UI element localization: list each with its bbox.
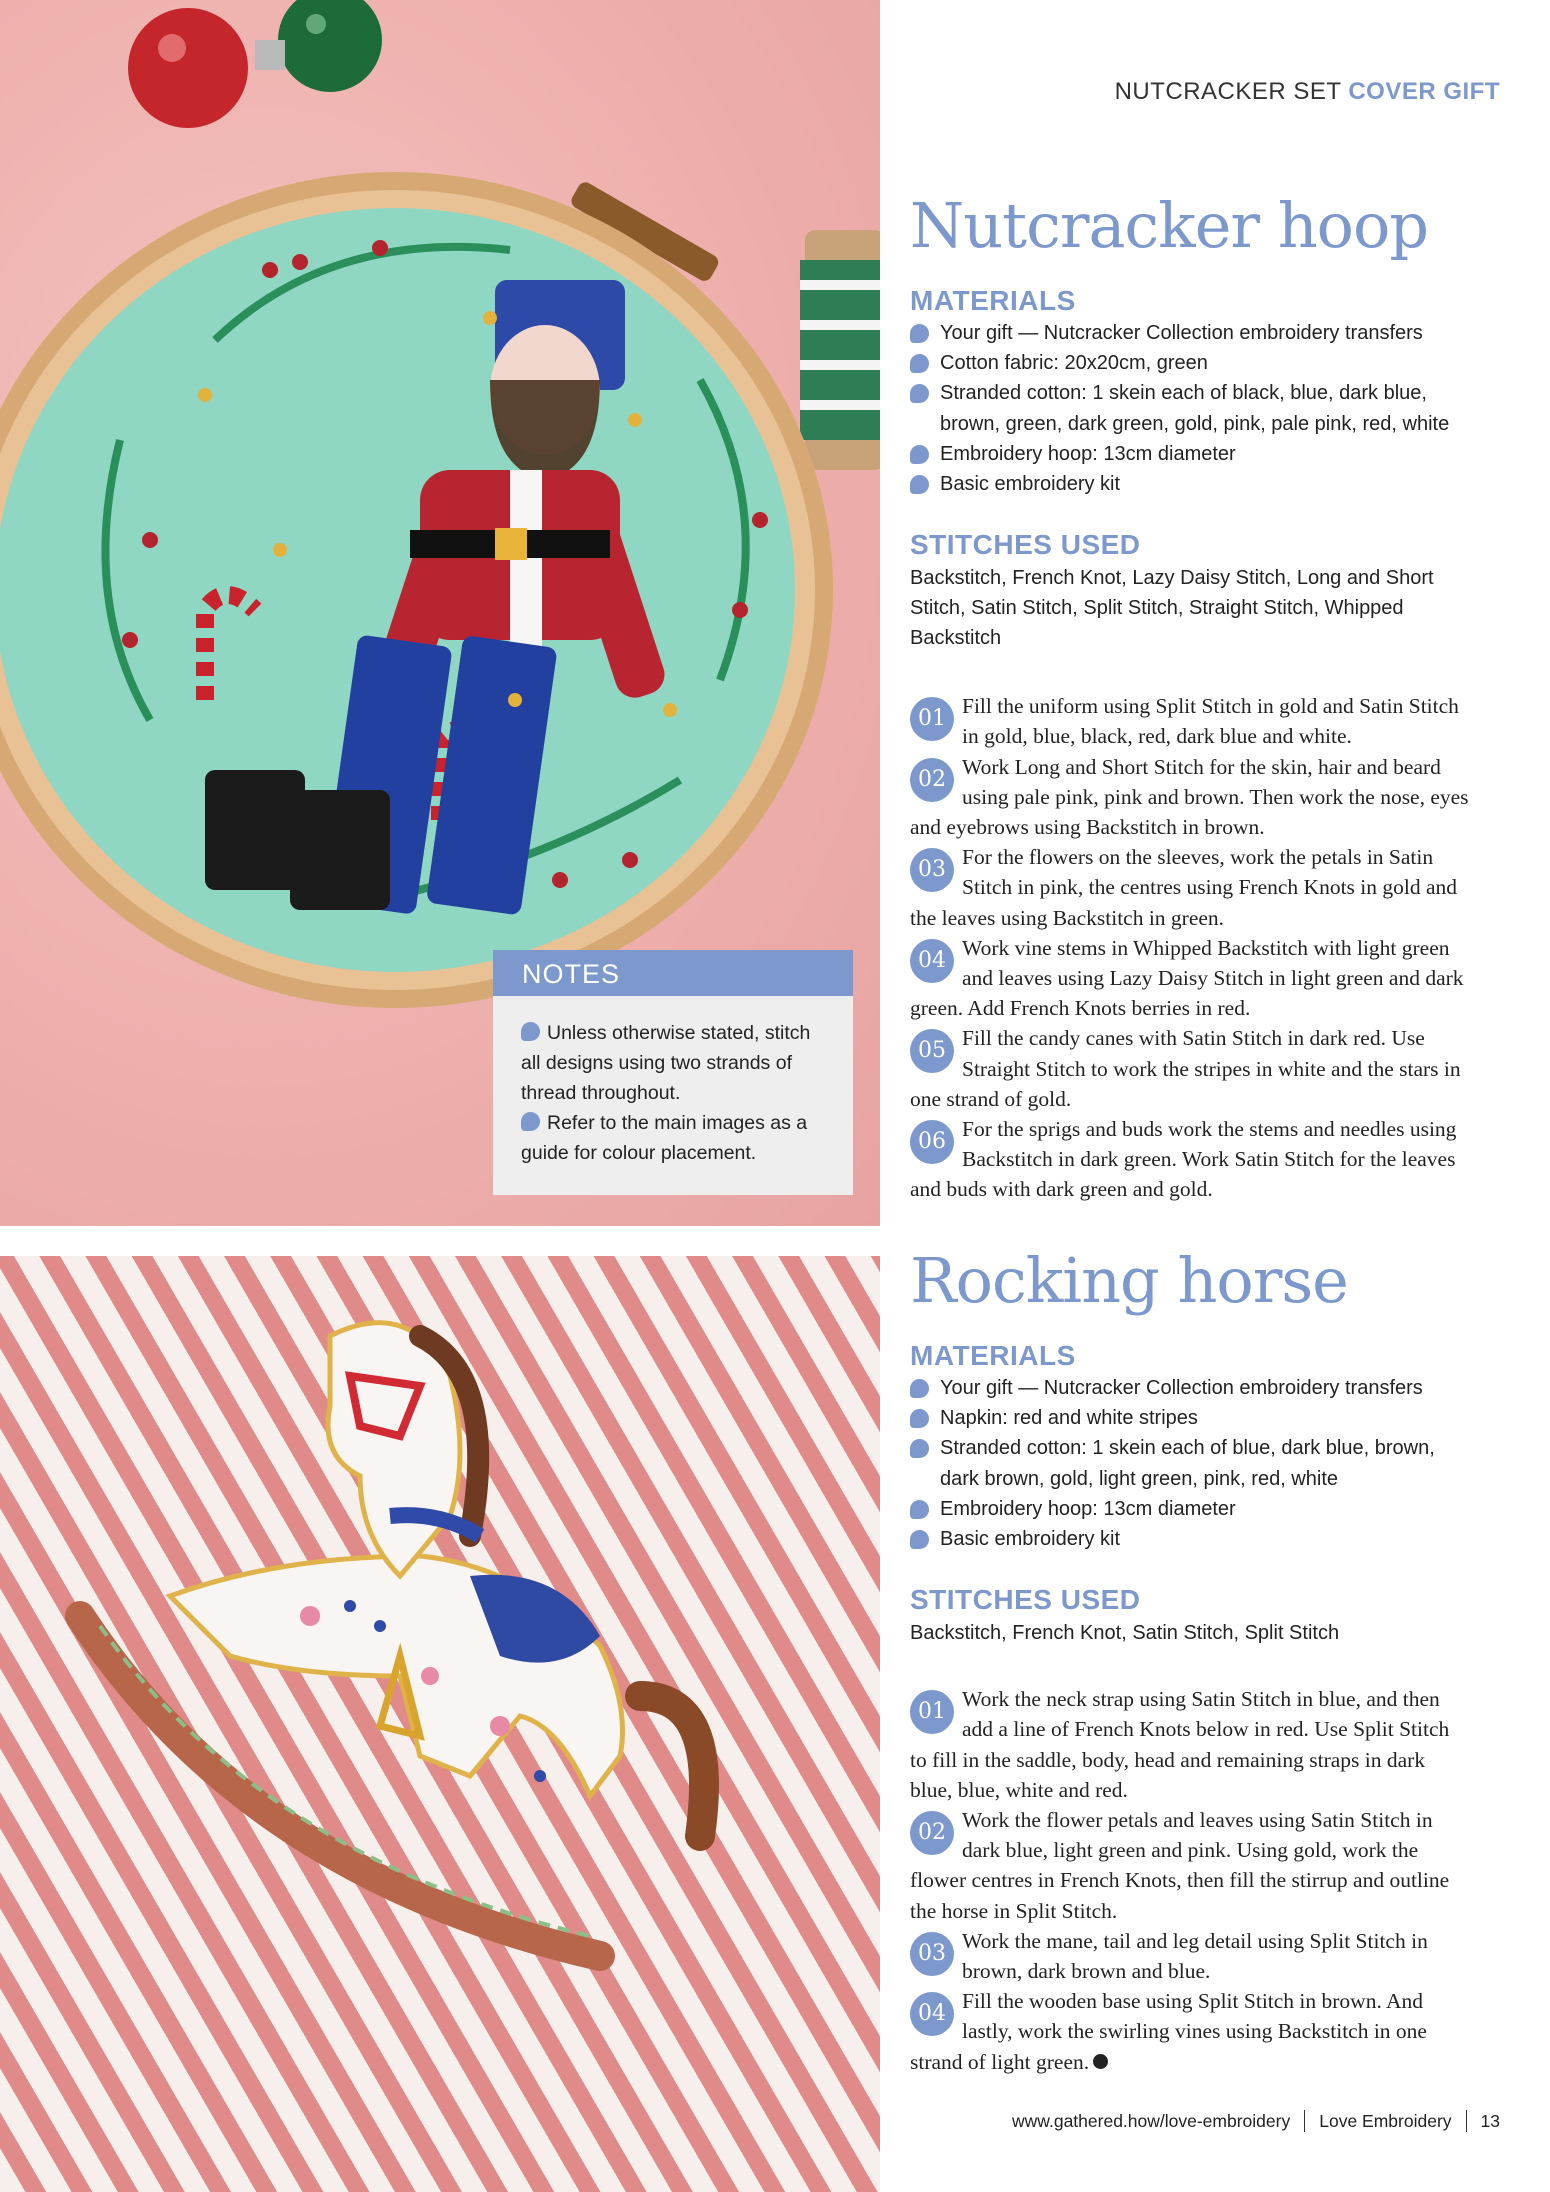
page-footer <box>1012 2110 1500 2132</box>
footer-divider <box>1466 2110 1467 2132</box>
bullet-icon <box>521 1022 540 1041</box>
steps-list <box>910 691 1470 1204</box>
section-tag: NUTCRACKER SET COVER GIFT <box>1114 78 1500 105</box>
step-item: 02 Work Long and Short Stitch for the skin, hair and beard using pale pink, pink and brown. Then work the nose, eyes and eyebrows using Backstitch in brown. <box>910 754 1469 840</box>
step-number: 04 <box>910 939 954 983</box>
bullet-icon <box>910 445 929 464</box>
list-item: Napkin: red and white stripes <box>910 1403 1470 1433</box>
step-item: 04 Fill the wooden base using Split Stitch in brown. And lastly, work the swirling vines using Backstitch in one strand of light green. <box>910 1989 1427 2074</box>
nutcracker-title: Nutcracker hoop <box>910 189 1429 262</box>
step-number: 01 <box>910 697 954 741</box>
step-number: 02 <box>910 1811 954 1855</box>
bullet-icon <box>910 354 929 373</box>
bullet-icon <box>910 384 929 403</box>
bullet-icon <box>521 1112 540 1131</box>
step-number: 04 <box>910 1992 954 2036</box>
list-item: Basic embroidery kit <box>910 1524 1470 1554</box>
list-item: Your gift — Nutcracker Collection embroidery transfers <box>910 1373 1470 1403</box>
stitches-heading: STITCHES USED <box>910 529 1141 561</box>
stitches-text: Backstitch, French Knot, Satin Stitch, Split Stitch <box>910 1622 1340 1645</box>
steps-list <box>910 1684 1470 2077</box>
bullet-icon <box>910 475 929 494</box>
step-item: 01 Fill the uniform using Split Stitch in gold and Satin Stitch in gold, blue, black, red, dark blue and white. <box>910 691 1470 751</box>
rocking-horse-section <box>910 1244 1470 2077</box>
materials-list <box>910 1373 1470 1554</box>
notes-item: Unless otherwise stated, stitch all designs using two strands of thread throughout. <box>521 1022 811 1104</box>
step-item: 04 Work vine stems in Whipped Backstitch with light green and leaves using Lazy Daisy Stitch in light green and dark green. Add French Knots berries in red. <box>910 935 1464 1021</box>
notes-title: NOTES <box>493 950 853 996</box>
rocking-horse-title: Rocking horse <box>910 1244 1348 1317</box>
notes-box <box>493 950 853 1195</box>
step-item: 02 Work the flower petals and leaves using Satin Stitch in dark blue, light green and pink. Using gold, work the flower centres in French Knots, then fill the stirrup and outline the horse in Split Stitch. <box>910 1808 1450 1923</box>
notes-item: Refer to the main images as a guide for colour placement. <box>521 1112 808 1164</box>
nutcracker-section <box>910 189 1470 1205</box>
list-item: Basic embroidery kit <box>910 469 1470 499</box>
rocking-horse-photo <box>0 1256 880 2192</box>
step-number: 03 <box>910 848 954 892</box>
list-item: Stranded cotton: 1 skein each of black, blue, dark blue, brown, green, dark green, gold, pink, pale pink, red, white <box>910 378 1470 438</box>
list-item: Your gift — Nutcracker Collection embroidery transfers <box>910 318 1470 348</box>
step-item: 06 For the sprigs and buds work the stems and needles using Backstitch in dark green. Work Satin Stitch for the leaves and buds with dark green and gold. <box>910 1117 1457 1202</box>
page-number: 13 <box>1480 2111 1500 2131</box>
list-item: Cotton fabric: 20x20cm, green <box>910 348 1470 378</box>
materials-heading: MATERIALS <box>910 1340 1076 1371</box>
bullet-icon <box>910 1500 929 1519</box>
footer-url: www.gathered.how/love-embroidery <box>1012 2111 1291 2131</box>
rocking-horse-illustration <box>0 1256 880 2192</box>
bullet-icon <box>910 324 929 343</box>
step-number: 05 <box>910 1029 954 1073</box>
stitches-text: Backstitch, French Knot, Lazy Daisy Stitch, Long and Short Stitch, Satin Stitch, Split Stitch, Straight Stitch, Whipped Backstitch <box>910 567 1434 650</box>
list-item: Embroidery hoop: 13cm diameter <box>910 439 1470 469</box>
materials-heading: MATERIALS <box>910 285 1076 316</box>
stitches-heading: STITCHES USED <box>910 1584 1141 1616</box>
step-number: 01 <box>910 1690 954 1734</box>
list-item: Stranded cotton: 1 skein each of blue, dark blue, brown, dark brown, gold, light green, pink, red, white <box>910 1433 1470 1493</box>
end-mark-icon <box>1093 2054 1108 2069</box>
bullet-icon <box>910 1530 929 1549</box>
nutcracker-hoop-photo <box>0 0 880 1226</box>
bullet-icon <box>910 1439 929 1458</box>
step-number: 02 <box>910 758 954 802</box>
footer-divider <box>1304 2110 1305 2132</box>
step-item: 03 Work the mane, tail and leg detail using Split Stitch in brown, dark brown and blue. <box>910 1926 1470 1986</box>
footer-magazine: Love Embroidery <box>1319 2111 1452 2131</box>
materials-list <box>910 318 1470 499</box>
list-item: Embroidery hoop: 13cm diameter <box>910 1494 1470 1524</box>
step-item: 03 For the flowers on the sleeves, work the petals in Satin Stitch in pink, the centres using French Knots in gold and the leaves using Backstitch in green. <box>910 845 1458 930</box>
bullet-icon <box>910 1379 929 1398</box>
step-item: 05 Fill the candy canes with Satin Stitch in dark red. Use Straight Stitch to work the stripes in white and the stars in one strand of gold. <box>910 1026 1461 1111</box>
bullet-icon <box>910 1409 929 1428</box>
step-number: 03 <box>910 1932 954 1976</box>
step-item: 01 Work the neck strap using Satin Stitch in blue, and then add a line of French Knots below in red. Use Split Stitch to fill in the saddle, body, head and remaining straps in dark blue, blue, white and red. <box>910 1687 1450 1802</box>
step-number: 06 <box>910 1120 954 1164</box>
